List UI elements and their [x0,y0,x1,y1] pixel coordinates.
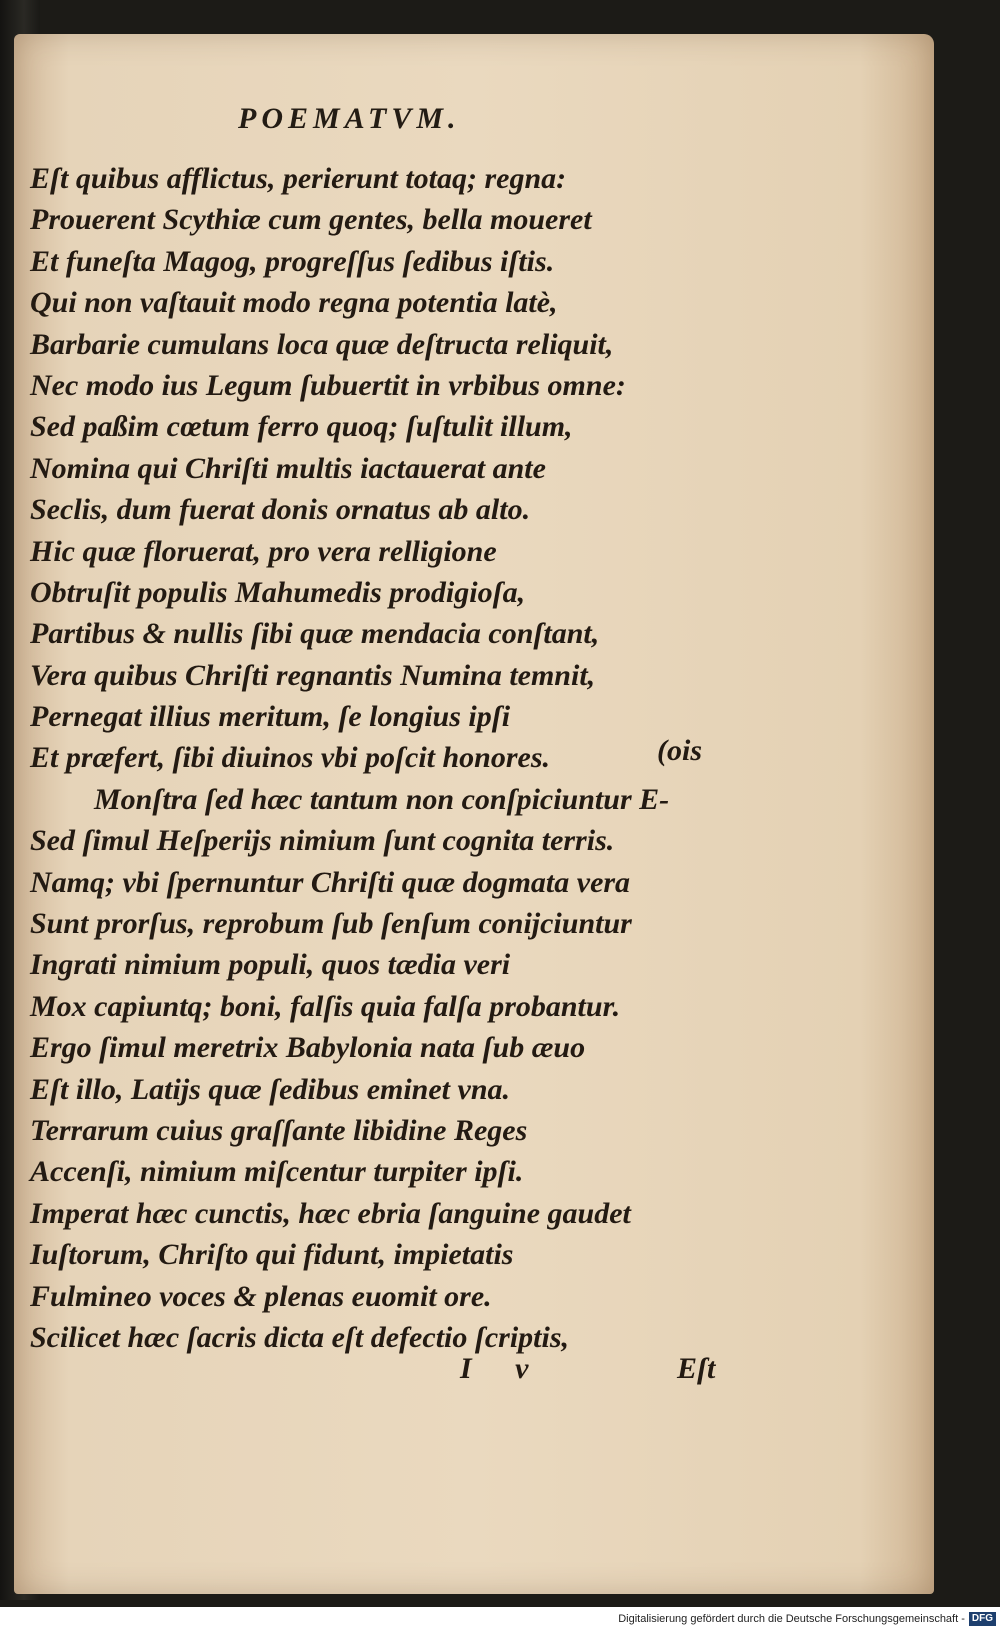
text-line: Eſt illo, Latijs quæ ſedibus eminet vna. [30,1072,511,1106]
text-line: Hic quæ floruerat, pro vera relligione [30,534,497,568]
text-line: Sed ſimul Heſperijs nimium ſunt cognita terris. [30,824,615,858]
text-line: Fulmineo voces & plenas euomit ore. [30,1279,492,1313]
text-line: Seclis, dum fuerat donis ornatus ab alto. [30,493,531,527]
dfg-logo: DFG [969,1612,996,1626]
digitization-footer [0,1607,1000,1631]
text-line: Qui non vaſtauit modo regna potentia latè, [30,286,558,320]
text-line: Barbarie cumulans loca quæ deſtructa reliquit, [30,327,614,361]
text-line: Mox capiuntq; boni, falſis quia falſa probantur. [30,989,621,1023]
text-line: Prouerent Scythiæ cum gentes, bella moueret [30,203,592,237]
text-line: Et funeſta Magog, progreſſus ſedibus iſtis. [30,244,555,278]
text-line: Terrarum cuius graſſante libidine Reges [30,1113,528,1147]
text-line: Partibus & nullis ſibi quæ mendacia conſtant, [30,617,600,651]
signature-mark: I v [460,1352,547,1385]
text-line: Nec modo ius Legum ſubuertit in vrbibus omne: [30,368,626,402]
text-line: Monſtra ſed hæc tantum non conſpiciuntur E- [94,782,670,816]
text-line: Pernegat illius meritum, ſe longius ipſi [30,700,511,734]
text-line: Ergo ſimul meretrix Babylonia nata ſub æuo [30,1031,586,1065]
poem-text [30,158,730,1358]
text-line: Eſt quibus afflictus, perierunt totaq; regna: [30,162,567,195]
text-line: Ingrati nimium populi, quos tædia veri [30,948,511,982]
overflow-text: (ois [657,734,702,767]
text-line: Vera quibus Chriſti regnantis Numina temnit, [30,658,596,692]
footer-text: Digitalisierung gefördert durch die Deutsche Forschungsgemeinschaft - [618,1613,965,1625]
text-line: Accenſi, nimium miſcentur turpiter ipſi. [30,1155,524,1189]
text-line: Imperat hæc cunctis, hæc ebria ſanguine gaudet [30,1196,631,1230]
text-line: Namq; vbi ſpernuntur Chriſti quæ dogmata vera [30,865,631,899]
text-line: Scilicet hæc ſacris dicta eſt defectio ſcriptis, [30,1320,570,1354]
text-line: Et præfert, ſibi diuinos vbi poſcit honores. [30,741,551,775]
catchword: Eſt [677,1352,716,1385]
text-line: Sed paßim cœtum ferro quoq; ſuſtulit illum, [30,410,573,444]
text-line: Obtruſit populis Mahumedis prodigioſa, [30,575,526,609]
text-line: Nomina qui Chriſti multis iactauerat ante [30,451,546,485]
text-line: Iuſtorum, Chriſto qui fidunt, impietatis [30,1238,514,1272]
text-line: Sunt prorſus, reprobum ſub ſenſum conijciuntur [30,907,632,941]
page-header: POEMATVM. [238,102,461,135]
